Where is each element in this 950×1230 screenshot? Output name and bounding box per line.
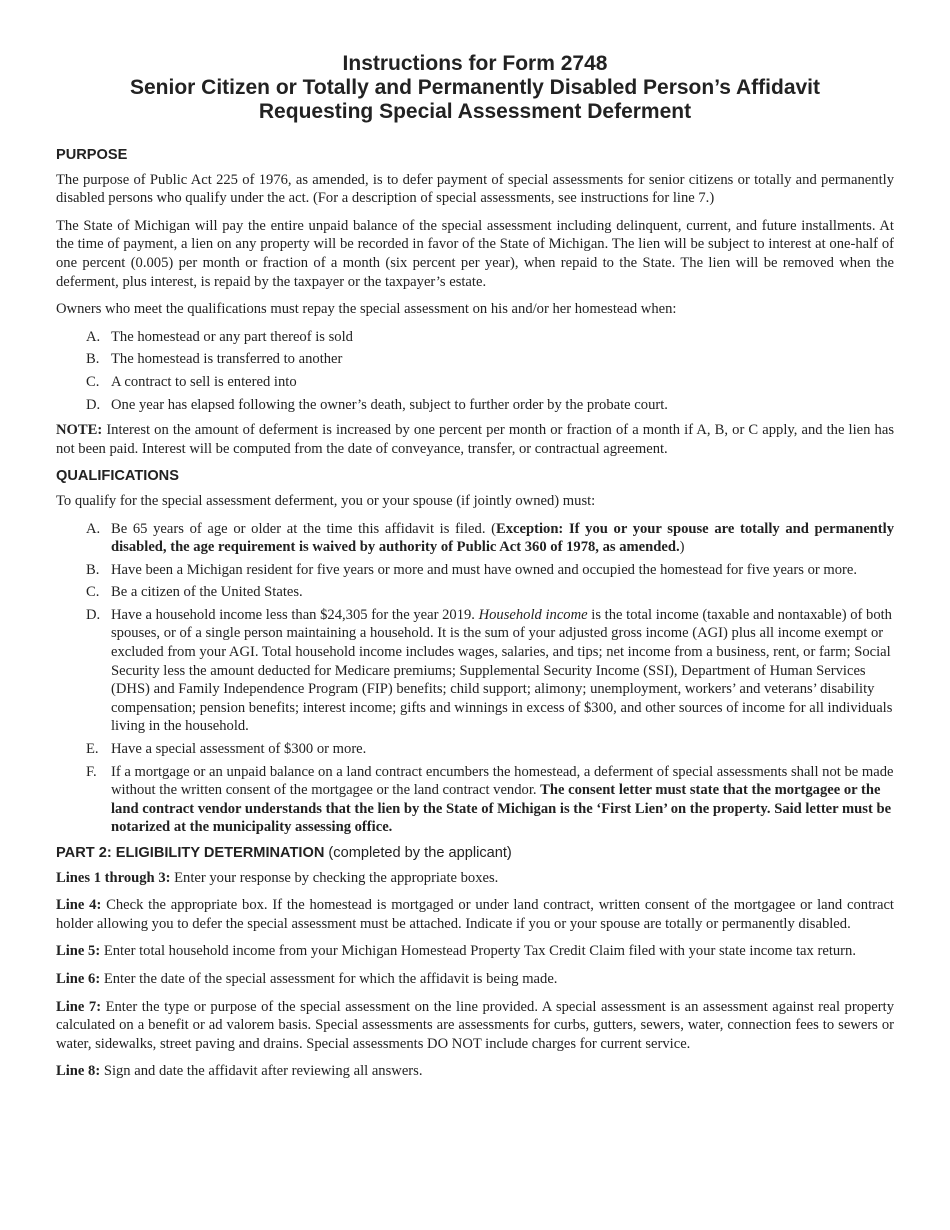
purpose-heading: PURPOSE [56, 147, 128, 163]
line-text: Enter the type or purpose of the special assessment on the line provided. A special assessment is an assessment against real property calculated on a benefit or ad valorem basis. Special assessments are assessments for curbs, gutters, sewers, water, connection fees to sewers or water, sidewalks, street paving and drains. Special assessments DO NOT include charges for current service. [56, 998, 894, 1052]
list-item-text: A contract to sell is entered into [111, 373, 297, 390]
part2-heading-sub: (completed by the applicant) [324, 845, 512, 861]
list-item-letter: D. [86, 606, 101, 623]
list-item-text: The homestead or any part thereof is sold [111, 328, 353, 345]
qualifications-heading: QUALIFICATIONS [56, 468, 179, 485]
list-item-letter: E. [86, 741, 99, 758]
list-item-letter: C. [86, 373, 100, 390]
line-text: Enter the date of the special assessment for which the affidavit is being made. [100, 970, 558, 987]
list-item-text: Be a citizen of the United States. [111, 584, 303, 601]
list-item-letter: A. [86, 328, 101, 345]
list-item [56, 373, 894, 392]
part2-heading [56, 844, 894, 863]
note-label: NOTE: [56, 422, 103, 439]
line-instruction [56, 970, 894, 989]
purpose-paragraph-2: The State of Michigan will pay the entire unpaid balance of the special assessment including delinquent, current, and future installments. At the time of payment, a lien on any property will be recorded in favor of the State of Michigan. The lien will be subject to interest at one-half of one percent (0.005) per month or fraction of a month (six percent per year), when repaid to the State. The lien will be removed when the deferment, plus interest, is repaid by the taxpayer or the taxpayer’s estate. [56, 217, 894, 290]
qual-d-italic: Household income [478, 606, 588, 623]
list-item [56, 740, 894, 759]
list-item-text: Have a special assessment of $300 or more. [111, 741, 367, 758]
list-item-letter: A. [86, 520, 101, 537]
list-item [56, 763, 894, 837]
qual-a-text: Be 65 years of age or older at the time this affidavit is filed. ( [111, 520, 496, 537]
list-item-text [111, 763, 894, 837]
title-line-2: Senior Citizen or Totally and Permanently Disabled Person’s Affidavit [129, 76, 821, 99]
list-item-letter: C. [86, 584, 100, 601]
list-item [56, 606, 894, 736]
qual-d-text-2: is the total income (taxable and nontaxable) of both spouses, or of a single person maintaining a household. It is the sum of your adjusted gross income (AGI) plus all income exempt or excluded from your AGI. Total household income includes wages, salaries, and tips; net income from a business, rent, or farm; Social Security less the amount deducted for Medicare premiums; Supplemental Security Income (SSI), Department of Human Services (DHS) and Family Independence Program (FIP) benefits; child support; alimony; unemployment, workers’ and veterans’ disability compensation; pension benefits; interest income; gifts and winnings in excess of $300, and other sources of income for all individuals living in the household. [111, 606, 893, 735]
list-item [56, 328, 894, 347]
list-item-letter: F. [86, 763, 97, 780]
list-item-text [111, 606, 894, 736]
line-label: Lines 1 through 3: [56, 869, 171, 886]
list-item [56, 583, 894, 602]
qual-a-exception: Exception: If you or your spouse are totally and permanently disabled, the age requirement is waived by authority of Public Act 360 of 1978, as amended. [111, 520, 895, 556]
list-item [56, 396, 894, 415]
title-line-3: Requesting Special Assessment Deferment [258, 100, 692, 123]
line-text: Enter total household income from your Michigan Homestead Property Tax Credit Claim filed with your state income tax return. [100, 943, 856, 960]
purpose-note [56, 421, 894, 458]
line-label: Line 4: [56, 897, 102, 914]
repayment-conditions-list [56, 328, 894, 414]
qual-f-text: If a mortgage or an unpaid balance on a land contract encumbers the homestead, a deferment of special assessments shall not be made without the written consent of the mortgagee or the land contract vendor. [111, 763, 894, 799]
line-text: Check the appropriate box. If the homestead is mortgaged or under land contract, written consent of the mortgagee or land contract holder allowing you to defer the special assessment must be attached. Indicate if you or your spouse are totally or permanently disabled. [56, 897, 894, 932]
list-item-letter: D. [86, 396, 101, 413]
qual-a-close: ) [679, 539, 685, 556]
list-item-text: The homestead is transferred to another [111, 351, 343, 368]
line-text: Sign and date the affidavit after reviewing all answers. [100, 1063, 423, 1080]
list-item-letter: B. [86, 561, 100, 578]
line-label: Line 7: [56, 998, 102, 1015]
line-instruction [56, 942, 894, 961]
qualifications-intro: To qualify for the special assessment deferment, you or your spouse (if jointly owned) must: [56, 492, 596, 509]
line-text: Enter your response by checking the appropriate boxes. [170, 869, 499, 886]
line-instruction [56, 998, 894, 1054]
line-label: Line 6: [56, 970, 101, 987]
part2-heading-title: PART 2: ELIGIBILITY DETERMINATION [56, 845, 325, 861]
purpose-paragraph-1: The purpose of Public Act 225 of 1976, as amended, is to defer payment of special assessments for senior citizens or totally and permanently disabled persons who qualify under the act. (For a description of special assessments, see instructions for line 7.) [56, 171, 894, 207]
note-text: Interest on the amount of deferment is increased by one percent per month or fraction of a month if A, B, or C apply, and the lien has not been paid. Interest will be computed from the date of conveyance, transfer, or contractual agreement. [56, 422, 894, 457]
qual-d-text-1: Have a household income less than $24,305 for the year 2019. [111, 606, 479, 623]
line-label: Line 5: [56, 943, 101, 960]
list-item-text: One year has elapsed following the owner’s death, subject to further order by the probate court. [111, 396, 668, 413]
list-item [56, 561, 894, 580]
list-item-text [111, 520, 894, 557]
list-item [56, 520, 894, 557]
list-item-text: Have been a Michigan resident for five years or more and must have owned and occupied the homestead for five years or more. [111, 561, 858, 578]
line-instruction [56, 1062, 894, 1081]
purpose-paragraph-3: Owners who meet the qualifications must repay the special assessment on his and/or her homestead when: [56, 301, 677, 318]
line-instruction [56, 869, 894, 888]
line-instruction [56, 896, 894, 933]
document-title [56, 52, 894, 124]
title-line-1: Instructions for Form 2748 [342, 52, 608, 75]
list-item-letter: B. [86, 351, 100, 368]
list-item [56, 350, 894, 369]
qual-f-consent: The consent letter must state that the mortgagee or the land contract vendor understands that the lien by the State of Michigan is the ‘First Lien’ on the property. Said letter must be notarized at the municipality assessing office. [111, 782, 892, 836]
line-label: Line 8: [56, 1063, 101, 1080]
qualifications-list [56, 520, 894, 838]
